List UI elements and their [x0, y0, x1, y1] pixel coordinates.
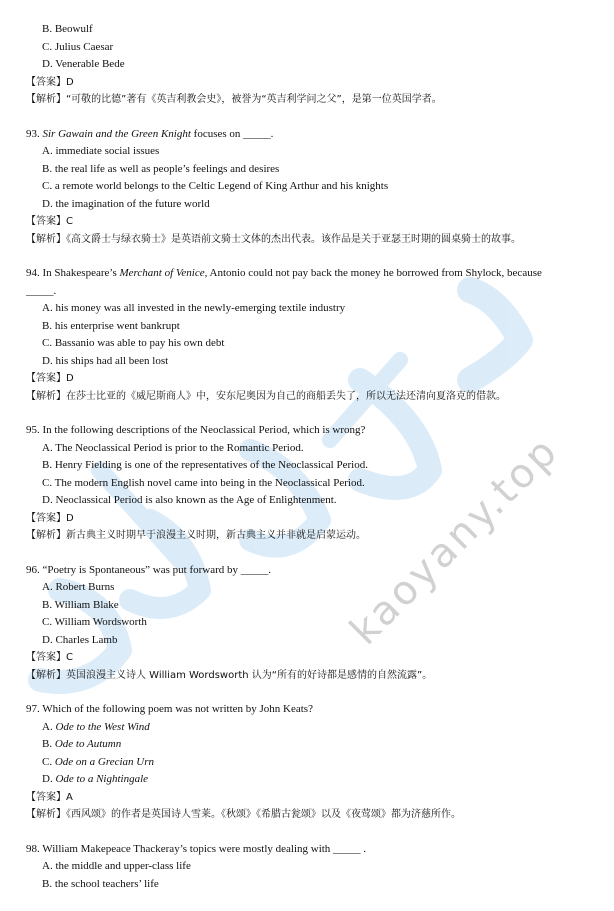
explanation: 【解析】在莎士比亚的《威尼斯商人》中，安东尼奥因为自己的商船丢失了，所以无法还清向夏洛克的借款。: [26, 390, 506, 402]
option-a: A. his money was all invested in the newly-emerging textile industry: [42, 302, 346, 314]
option-letter: D.: [42, 773, 56, 785]
question-stem: 97. Which of the following poem was not written by John Keats?: [26, 703, 313, 715]
answer: 【答案】D: [26, 512, 74, 524]
answer: 【答案】C: [26, 652, 73, 663]
question-98: [26, 841, 596, 894]
question-stem: 98. William Makepeace Thackeray’s topics were mostly dealing with _____ .: [26, 842, 367, 855]
option-a: A. the middle and upper-class life: [42, 860, 191, 872]
answer: 【答案】D: [26, 373, 74, 384]
explanation: 【解析】《高文爵士与绿衣骑士》是英语前文骑士文体的杰出代表。该作品是关于亚瑟王时期的圆桌骑士的故事。: [26, 233, 521, 245]
option-a: [26, 719, 596, 737]
option-d: [26, 771, 596, 789]
option-d: D. Venerable Bede: [42, 58, 125, 70]
explanation: 【解析】新古典主义时期早于浪漫主义时期，新古典主义并非就是启蒙运动。: [26, 530, 366, 541]
option-b: B. the school teachers’ life: [42, 877, 159, 890]
option-c: C. a remote world belongs to the Celtic Legend of King Arthur and his knights: [42, 180, 389, 192]
option-d: D. Charles Lamb: [42, 633, 118, 646]
question-94: [26, 265, 596, 405]
answer: 【答案】C: [26, 216, 73, 227]
answer: 【答案】D: [26, 76, 74, 88]
question-stem: [26, 126, 596, 144]
option-d: D. his ships had all been lost: [42, 354, 169, 367]
question-stem: 96. “Poetry is Spontaneous” was put forward by _____.: [26, 563, 272, 576]
option-letter: C.: [42, 755, 55, 768]
work-title: Sir Gawain and the Green Knight: [42, 127, 191, 140]
answer: 【答案】A: [26, 791, 73, 803]
stem-post: , Antonio could not pay back the money he borrowed from Shylock, because: [204, 267, 542, 279]
question-stem: [26, 265, 596, 283]
question-95: [26, 422, 596, 545]
option-c: C. William Wordsworth: [42, 616, 147, 628]
option-title: Ode to a Nightingale: [55, 773, 149, 785]
option-c: C. Julius Caesar: [42, 40, 114, 53]
option-letter: A.: [42, 720, 56, 733]
option-title: Ode on a Grecian Urn: [54, 755, 155, 768]
stem-text: focuses on _____.: [190, 127, 274, 140]
explanation: 【解析】“可敬的比德”著有《英吉利教会史》，被誉为“英吉利学问之父”，是第一位英国学者。: [26, 94, 442, 105]
question-93: [26, 126, 596, 249]
question-stem-line2: _____.: [26, 284, 57, 297]
option-b: B. the real life as well as people’s feelings and desires: [42, 162, 280, 175]
work-title: Merchant of Venice: [119, 267, 205, 279]
option-c: C. The modern English novel came into being in the Neoclassical Period.: [42, 476, 365, 489]
explanation: 【解析】《西风颂》的作者是英国诗人雪莱。《秋颂》《希腊古瓮颂》以及《夜莺颂》都为济慈所作。: [26, 809, 461, 820]
option-a: A. immediate social issues: [42, 145, 160, 157]
question-97: [26, 701, 596, 824]
question-stem: 95. In the following descriptions of the Neoclassical Period, which is wrong?: [26, 424, 366, 436]
option-b: B. Beowulf: [42, 23, 93, 35]
stem-pre: 94. In Shakespeare’s: [26, 267, 120, 279]
option-a: A. The Neoclassical Period is prior to the Romantic Period.: [42, 441, 304, 454]
option-b: B. William Blake: [42, 598, 119, 611]
option-a: A. Robert Burns: [42, 581, 115, 593]
explanation: 【解析】英国浪漫主义诗人 William Wordsworth 认为“所有的好诗都是感情的自然流露”。: [26, 669, 433, 681]
option-d: D. Neoclassical Period is also known as the Age of Enlightenment.: [42, 494, 337, 506]
option-c: [26, 754, 596, 772]
option-b: [26, 736, 596, 754]
content: [26, 21, 596, 893]
question-number: 93.: [26, 127, 40, 140]
question-96: [26, 562, 596, 685]
option-letter: B.: [42, 738, 55, 750]
option-c: C. Bassanio was able to pay his own debt: [42, 337, 225, 349]
option-b: B. Henry Fielding is one of the representatives of the Neoclassical Period.: [42, 459, 368, 471]
option-d: D. the imagination of the future world: [42, 197, 210, 210]
option-b: B. his enterprise went bankrupt: [42, 319, 180, 332]
watermark-text: kaoyany.top: [341, 427, 568, 654]
option-title: Ode to the West Wind: [55, 720, 150, 733]
option-title: Ode to Autumn: [54, 738, 122, 750]
question-92-tail: [26, 21, 596, 109]
